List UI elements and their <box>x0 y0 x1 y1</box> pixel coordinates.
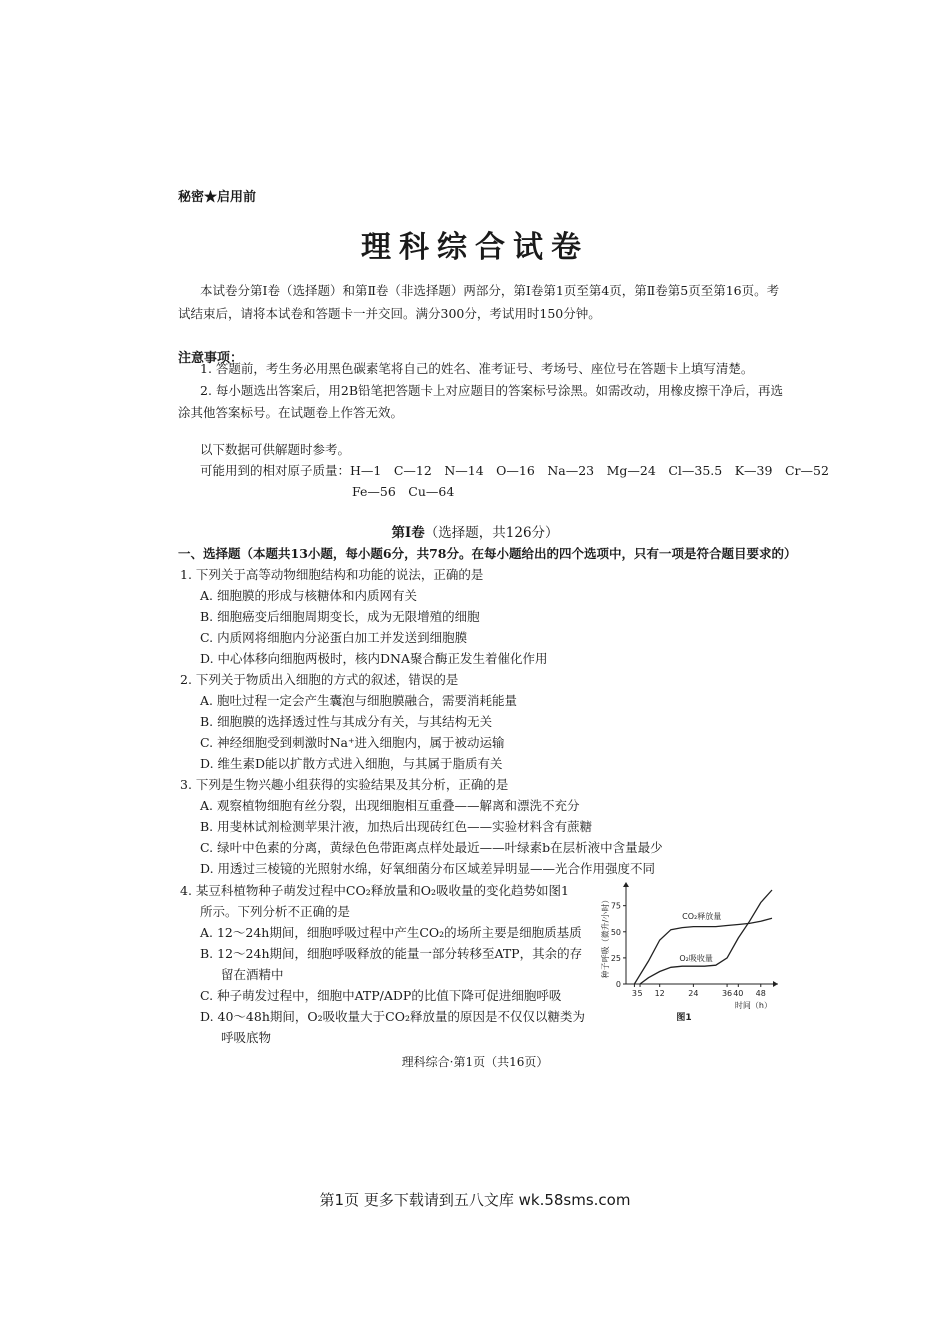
atomic-mass-line-2: Fe—56 Cu—64 <box>352 484 455 499</box>
x-tick-label-6: 48 <box>755 989 766 998</box>
question-2-option-d: D. 维生素D能以扩散方式进入细胞，与其属于脂质有关 <box>200 756 503 771</box>
question-3-option-c: C. 绿叶中色素的分离，黄绿色色带距离点样处最近——叶绿素b在层析液中含量最少 <box>200 840 663 855</box>
mcq-heading: 一、选择题（本题共13小题，每小题6分，共78分。在每小题给出的四个选项中，只有一项是符合题目要求的） <box>178 546 797 561</box>
notice-heading: 注意事项： <box>178 351 244 366</box>
x-axis-arrow <box>773 981 778 987</box>
figure-caption: 图1 <box>676 1013 692 1023</box>
series-label-co2: CO₂释放量 <box>682 912 722 922</box>
atomic-mass-line: 可能用到的相对原子质量：H—1 C—12 N—14 O—16 Na—23 Mg—24 Cl—35.5 K—39 Cr—52 <box>200 463 829 478</box>
x-tick-label-4: 36 <box>721 989 733 998</box>
question-4-stem-line-1: 4. 某豆科植物种子萌发过程中CO₂释放量和O₂吸收量的变化趋势如图1 <box>180 883 569 898</box>
y-axis-arrow <box>623 882 629 887</box>
y-tick-label-0: 0 <box>615 980 621 989</box>
x-axis-label: 时间（h） <box>734 1001 772 1010</box>
figure-1-chart <box>596 878 792 1028</box>
question-1-option-c: C. 内质网将细胞内分泌蛋白加工并发送到细胞膜 <box>200 630 468 645</box>
y-tick-label-3: 75 <box>610 901 621 911</box>
reference-data-intro: 以下数据可供解题时参考。 <box>200 442 351 457</box>
question-2-stem: 2. 下列关于物质出入细胞的方式的叙述，错误的是 <box>180 672 459 687</box>
question-3-option-b: B. 用斐林试剂检测苹果汁液，加热后出现砖红色——实验材料含有蔗糖 <box>200 819 593 834</box>
question-1-option-d: D. 中心体移向细胞两极时，核内DNA聚合酶正发生着催化作用 <box>200 651 548 666</box>
series-label-o2: O₂吸收量 <box>679 954 713 964</box>
x-tick-label-0: 3 <box>631 989 637 998</box>
intro-paragraph: 本试卷分第Ⅰ卷（选择题）和第Ⅱ卷（非选择题）两部分，第Ⅰ卷第1页至第4页，第Ⅱ卷第5页至第16页。考试结束后，请将本试卷和答题卡一并交回。满分300分，考试用时150分钟。 <box>178 283 780 321</box>
y-axis-label: 种子呼吸（微升/小时） <box>601 895 610 979</box>
question-4-option-d: D. 40～48h期间，O₂吸收量大于CO₂释放量的原因是不仅仅以糖类为 <box>200 1009 585 1024</box>
question-4-option-b-cont: 留在酒精中 <box>221 967 284 982</box>
question-2-option-a: A. 胞吐过程一定会产生囊泡与细胞膜融合，需要消耗能量 <box>200 693 517 708</box>
question-1-option-a: A. 细胞膜的形成与核糖体和内质网有关 <box>200 588 417 603</box>
series-line-1 <box>640 890 772 984</box>
y-tick-label-2: 50 <box>610 927 621 937</box>
question-2-option-c: C. 神经细胞受到刺激时Na⁺进入细胞内，属于被动运输 <box>200 735 505 750</box>
confidential-mark: 秘密★启用前 <box>178 190 257 205</box>
question-2-option-b: B. 细胞膜的选择透过性与其成分有关，与其结构无关 <box>200 714 493 729</box>
x-tick-label-5: 40 <box>733 989 744 998</box>
question-3-option-a: A. 观察植物细胞有丝分裂，出现细胞相互重叠——解离和漂洗不充分 <box>200 798 580 813</box>
y-tick-label-1: 25 <box>610 953 621 963</box>
question-4-stem-line-2: 所示。下列分析不正确的是 <box>200 904 351 919</box>
question-1-stem: 1. 下列关于高等动物细胞结构和功能的说法，正确的是 <box>180 567 484 582</box>
question-4-option-c: C. 种子萌发过程中，细胞中ATP/ADP的比值下降可促进细胞呼吸 <box>200 988 562 1003</box>
section-title-rest: （选择题，共126分） <box>424 525 559 541</box>
page-footer: 理科综合·第1页（共16页） <box>401 1055 549 1069</box>
question-3-stem: 3. 下列是生物兴趣小组获得的实验结果及其分析，正确的是 <box>180 777 509 792</box>
x-tick-label-2: 12 <box>654 989 665 998</box>
x-tick-label-3: 24 <box>688 989 699 998</box>
question-4-option-d-cont: 呼吸底物 <box>221 1030 272 1045</box>
download-note: 第1页 更多下载请到五八文库 wk.58sms.com <box>319 1191 631 1209</box>
page-title: 理科综合试卷 <box>361 230 589 265</box>
question-1-option-b: B. 细胞癌变后细胞周期变长，成为无限增殖的细胞 <box>200 609 480 624</box>
question-3-option-d: D. 用透过三棱镜的光照射水绵，好氧细菌分布区域差异明显——光合作用强度不同 <box>200 861 656 876</box>
notice-item-1: 1. 答题前，考生务必用黑色碳素笔将自己的姓名、准考证号、考场号、座位号在答题卡上填写清楚。 <box>200 361 754 376</box>
x-tick-label-1: 5 <box>637 989 643 998</box>
question-4-option-b: B. 12～24h期间，细胞呼吸释放的能量一部分转移至ATP，其余的存 <box>200 946 583 961</box>
notice-item-2: 2. 每小题选出答案后，用2B铅笔把答题卡上对应题目的答案标号涂黑。如需改动，用橡皮擦干净后，再选涂其他答案标号。在试题卷上作答无效。 <box>178 383 784 420</box>
section-title <box>0 521 950 541</box>
question-4-option-a: A. 12～24h期间，细胞呼吸过程中产生CO₂的场所主要是细胞质基质 <box>200 925 582 940</box>
section-title-bold: 第Ⅰ卷 <box>391 525 425 541</box>
